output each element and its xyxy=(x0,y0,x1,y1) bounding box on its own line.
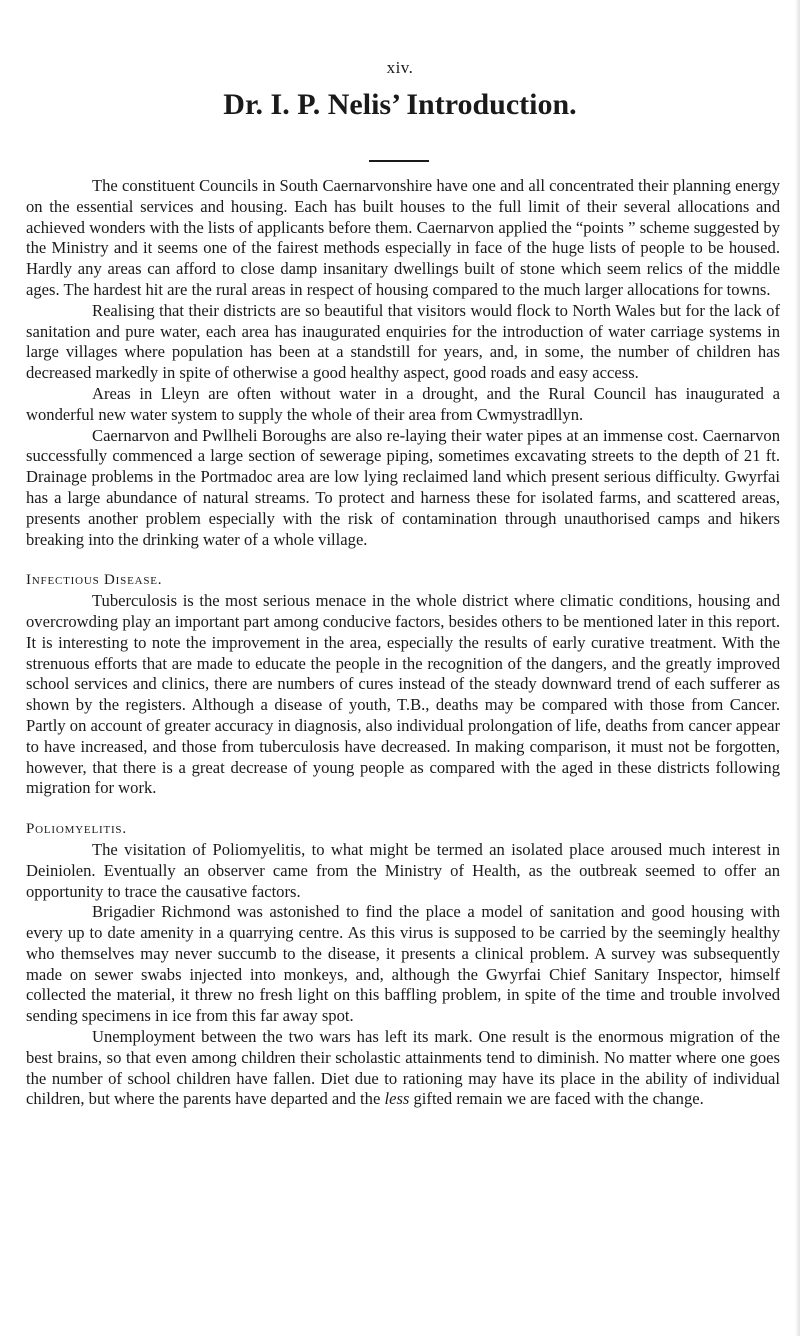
polio-paragraph-1: The visitation of Poliomyelitis, to what might be termed an isolated place aroused much interest in Deiniolen. Eventually an observer came from the Ministry of Health, as the outbreak seemed to offer an opportunity to trace the causative factors. xyxy=(26,839,780,901)
polio-paragraph-2: Brigadier Richmond was astonished to find the place a model of sanitation and good housing with every up to date amenity in a quarrying centre. As this virus is supposed to be carried by the seemingly healthy who themselves may never succumb to the disease, it presents a clinical problem. A survey was subsequently made on sewer swabs injected into monkeys, and, although the Gwyrfai Chief Sanitary Inspector, himself collected the material, it threw no fresh light on this baffling problem, in spite of the time and trouble involved sending specimens in ice from this far away spot. xyxy=(26,902,780,1026)
unemployment-text-start: Unemployment between the two wars has left its mark. One result is the enormous migration of the best brains, so that even among children their scholastic attainments tend to diminish. No matter where one goes the number of school children have fallen. Diet due to rationing may have its place in the ability of individual children, but where the parents have departed and the xyxy=(26,1027,780,1109)
title-divider xyxy=(369,160,429,162)
intro-paragraph-1: The constituent Councils in South Caernarvonshire have one and all concentrated their planning energy on the essential services and housing. Each has built houses to the full limit of their several allocations and achieved wonders with the lists of applicants before them. Caernarvon applied the “points ” scheme suggested by the Ministry and it seems one of the fairest methods especially in face of the huge lists of people to be housed. Hardly any areas can afford to close damp insanitary dwellings built of stone which seem relics of the middle ages. The hardest hit are the rural areas in respect of housing compared to the much larger allocations for towns. xyxy=(26,176,780,299)
section-heading-poliomyelitis: Poliomyelitis. xyxy=(26,821,127,838)
section-gap xyxy=(26,550,780,570)
page-edge-shadow xyxy=(795,0,800,1336)
page-number: xiv. xyxy=(386,58,414,77)
section-heading-infectious-disease: Infectious Disease. xyxy=(26,572,163,589)
section-gap xyxy=(26,799,780,819)
intro-paragraph-4: Caernarvon and Pwllheli Boroughs are also re-laying their water pipes at an immense cost. Caernarvon successfully commenced a large section of sewerage piping, sometimes excavating streets to the depth of 21 ft. Drainage problems in the Portmadoc area are low lying reclaimed land which present serious difficulty. Gwyrfai has a large abundance of natural streams. To protect and harness these for isolated farms, and scattered areas, presents another problem especially with the risk of contamination through unauthorised camps and hikers breaking into the drinking water of a whole village. xyxy=(26,425,780,549)
infectious-paragraph-1: Tuberculosis is the most serious menace in the whole district where climatic conditions, housing and overcrowding play an important part among conducive factors, besides others to be mentioned later in this report. It is interesting to note the improvement in the area, especially the results of early curative treatment. With the strenuous efforts that are made to educate the people in the recognition of the dangers, and the greatly improved school services and clinics, there are numbers of cures instead of the steady downward trend of each sufferer as shown by the registers. Although a disease of youth, T.B., deaths may be compared with those from Cancer. Partly on account of greater accuracy in diagnosis, also individual prolongation of life, deaths from cancer appear to have increased, and those from tuberculosis have decreased. In making comparison, it must not be forgotten, however, that there is a great decrease of young people as compared with the aged in these districts following migration for work. xyxy=(26,591,780,798)
document-body xyxy=(26,176,780,1110)
intro-paragraph-2: Realising that their districts are so beautiful that visitors would flock to North Wales but for the lack of sanitation and pure water, each area has inaugurated enquiries for the introduction of water carriage systems in large villages where population has been at a standstill for years, and, in some, the number of children has decreased markedly in spite of otherwise a good healthy aspect, good roads and easy access. xyxy=(26,300,780,383)
emphasis-less: less xyxy=(384,1089,410,1109)
page-title: Dr. I. P. Nelis’ Introduction. xyxy=(223,88,577,121)
unemployment-paragraph xyxy=(26,1027,780,1110)
unemployment-text-end: gifted remain we are faced with the change. xyxy=(409,1089,704,1109)
intro-paragraph-3: Areas in Lleyn are often without water in a drought, and the Rural Council has inaugurated a wonderful new water system to supply the whole of their area from Cwmystradllyn. xyxy=(26,383,780,424)
